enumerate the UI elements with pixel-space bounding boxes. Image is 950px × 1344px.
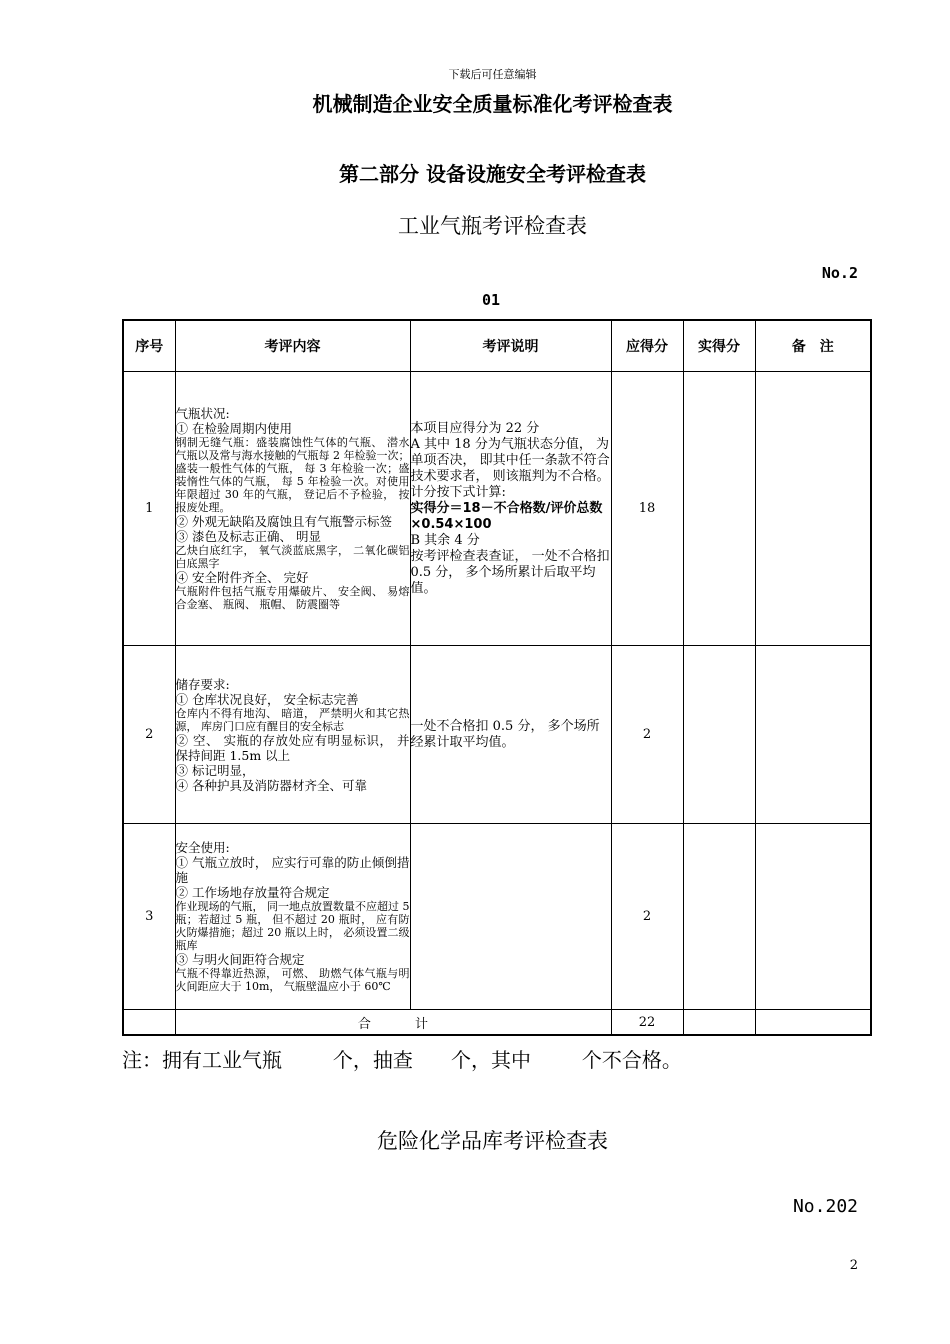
content-line: ② 空、 实瓶的存放处应有明显标识， 并保持间距 1.5m 以上 (175, 732, 410, 763)
row-remark[interactable] (755, 824, 871, 1010)
row-content (175, 646, 410, 824)
content-line: 气瓶附件包括气瓶专用爆破片、 安全阀、 易熔合金塞、 瓶阀、 瓶帽、 防震圈等 (175, 585, 410, 611)
row-index: 2 (123, 646, 175, 824)
total-row (123, 1010, 871, 1036)
header-index: 序号 (123, 320, 175, 372)
content-line: 气瓶不得靠近热源， 可燃、 助燃气体气瓶与明火间距应大于 10m， 气瓶壁温应小于 60℃ (175, 967, 410, 993)
section1-number-prefix: No.2 (821, 264, 858, 282)
section1-title: 工业气瓶考评检查表 (398, 214, 587, 238)
content-line: 安全使用: (175, 840, 230, 855)
total-index-cell (123, 1010, 175, 1036)
total-remark[interactable] (755, 1010, 871, 1036)
content-line: ④ 安全附件齐全、 完好 (175, 570, 309, 585)
page-number: 2 (849, 1258, 858, 1273)
total-label: 合 计 (175, 1010, 611, 1036)
main-title: 机械制造企业安全质量标准化考评检查表 (312, 92, 673, 116)
note-line: 注：拥有工业气瓶 个，抽查 个，其中 个不合格。 (122, 1048, 682, 1072)
row-remark[interactable] (755, 646, 871, 824)
table-row (123, 646, 871, 824)
part-title: 第二部分 设备设施安全考评检查表 (339, 162, 646, 186)
description-line: 实得分＝18－不合格数/评价总数×0.54×100 (410, 500, 603, 532)
row-content (175, 372, 410, 646)
header-description: 考评说明 (410, 320, 611, 372)
description-line: 按考评检查表查证， 一处不合格扣 0.5 分， 多个场所累计后取平均值。 (410, 548, 610, 596)
table-header-row (123, 320, 871, 372)
total-actual[interactable] (683, 1010, 755, 1036)
table-row (123, 824, 871, 1010)
row-score: 2 (611, 646, 683, 824)
row-content (175, 824, 410, 1010)
content-line: ③ 与明火间距符合规定 (175, 952, 305, 967)
content-line: 作业现场的气瓶， 同一地点放置数量不应超过 5 瓶；若超过 5 瓶， 但不超过 20 瓶时， 应有防火防爆措施；超过 20 瓶以上时， 必须设置二级瓶库 (175, 900, 410, 952)
inspection-table (122, 319, 872, 1036)
row-score: 18 (611, 372, 683, 646)
row-description (410, 824, 611, 1010)
header-score: 应得分 (611, 320, 683, 372)
header-actual: 实得分 (683, 320, 755, 372)
header-note: 下载后可任意编辑 (448, 68, 537, 81)
content-line: ② 外观无缺陷及腐蚀且有气瓶警示标签 (175, 514, 392, 529)
section1-number-suffix: 01 (482, 291, 501, 309)
content-line: ④ 各种护具及消防器材齐全、可靠 (175, 777, 367, 793)
content-line: ③ 漆色及标志正确、 明显 (175, 529, 321, 544)
content-line: 钢制无缝气瓶：盛装腐蚀性气体的气瓶、 潜水气瓶以及常与海水接触的气瓶每 2 年检验一次；盛装一般性气体的气瓶， 每 3 年检验一次；盛装惰性气体的气瓶， 每 5 年检验一次。对使用年限超过 30 年的气瓶， 登记后不予检验， 按报废处理。 (175, 436, 410, 514)
description-line: 一处不合格扣 0.5 分， 多个场所经累计取平均值。 (410, 718, 600, 750)
content-line: ③ 标记明显， (175, 762, 255, 778)
content-line: 储存要求: (175, 676, 230, 692)
section2-title: 危险化学品库考评检查表 (377, 1129, 608, 1153)
table-row (123, 372, 871, 646)
row-description (410, 646, 611, 824)
description-line: 本项目应得分为 22 分 (410, 420, 540, 436)
description-line: A 其中 18 分为气瓶状态分值， 为单项否决， 即其中任一条款不符合技术要求者， 则该瓶判为不合格。计分按下式计算: (410, 436, 610, 500)
row-description (410, 372, 611, 646)
row-actual-score[interactable] (683, 646, 755, 824)
description-line: B 其余 4 分 (410, 532, 480, 548)
row-score: 2 (611, 824, 683, 1010)
total-score: 22 (611, 1010, 683, 1036)
content-line: ① 气瓶立放时， 应实行可靠的防止倾倒措施 (175, 855, 410, 885)
content-line: 气瓶状况: (175, 406, 230, 421)
row-actual-score[interactable] (683, 824, 755, 1010)
content-line: ① 仓库状况良好， 安全标志完善 (175, 691, 359, 707)
content-line: ② 工作场地存放量符合规定 (175, 885, 330, 900)
content-line: 仓库内不得有地沟、 暗道， 严禁明火和其它热源， 库房门口应有醒目的安全标志 (175, 706, 410, 733)
header-content: 考评内容 (175, 320, 410, 372)
row-index: 3 (123, 824, 175, 1010)
content-line: 乙炔白底红字， 氧气淡蓝底黑字， 二氧化碳铝白底黑字 (175, 544, 410, 570)
row-remark[interactable] (755, 372, 871, 646)
section2-number: No.202 (792, 1196, 858, 1217)
row-index: 1 (123, 372, 175, 646)
content-line: ① 在检验周期内使用 (175, 421, 292, 436)
row-actual-score[interactable] (683, 372, 755, 646)
header-remark: 备 注 (755, 320, 871, 372)
